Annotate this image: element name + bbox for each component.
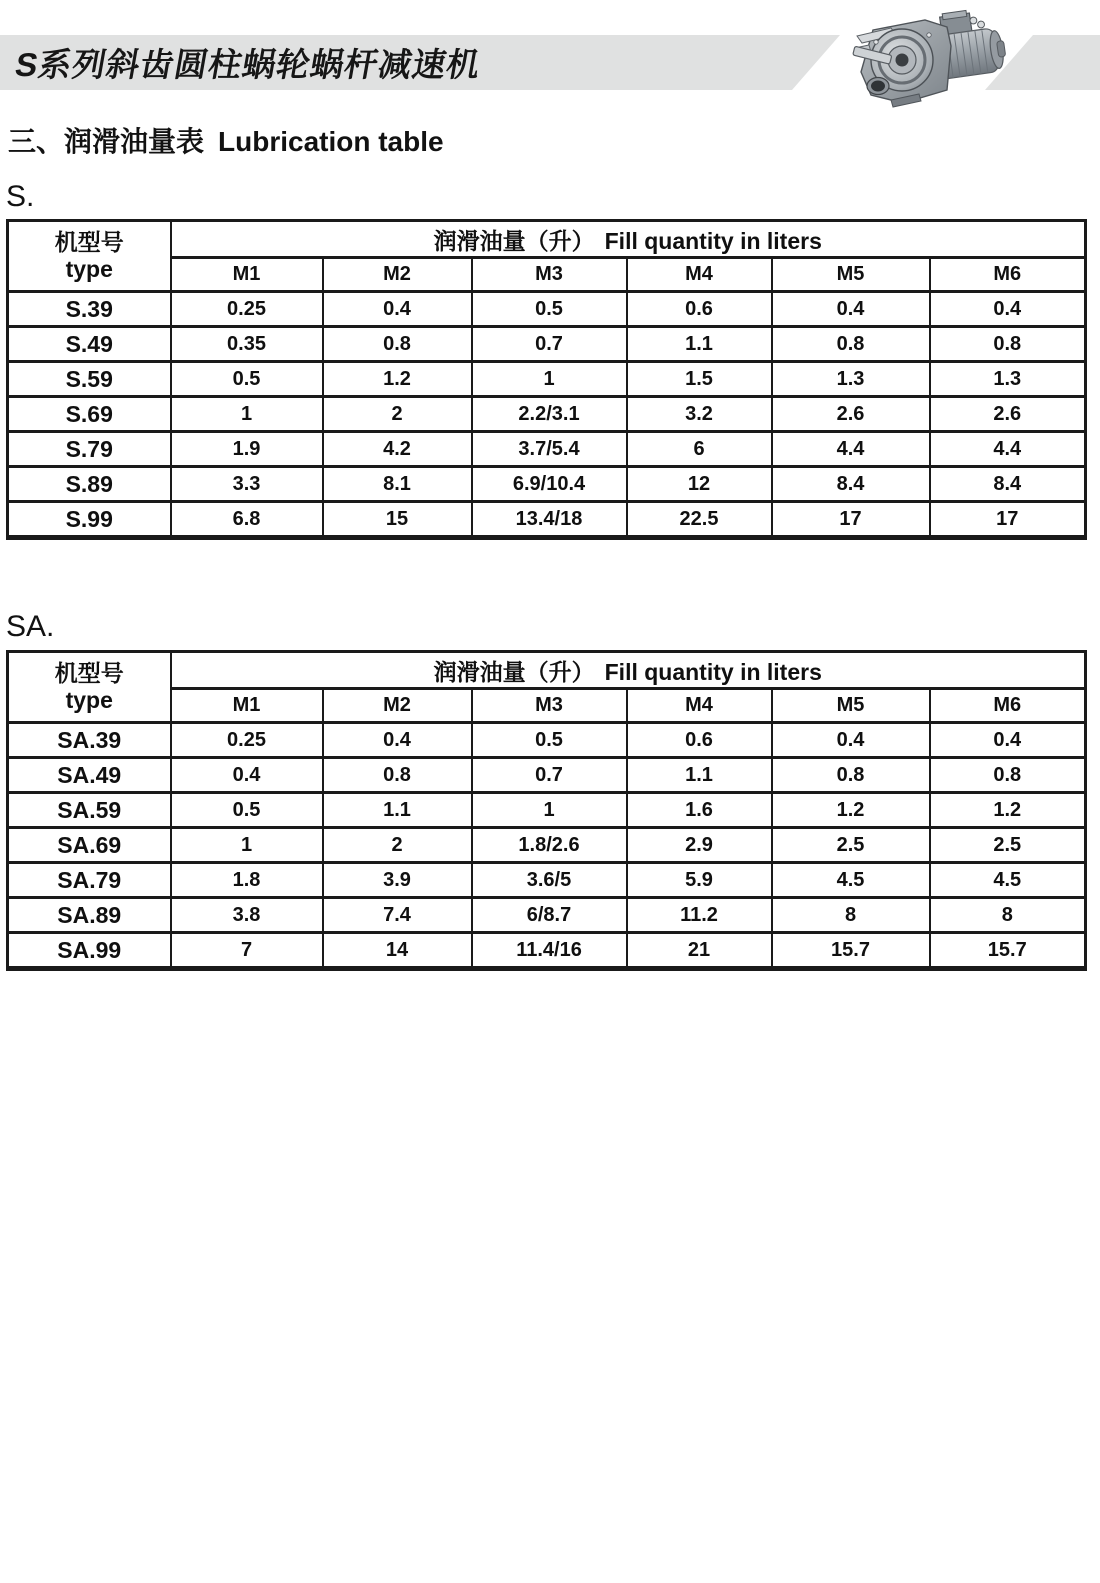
fill-quantity-cell: 2.5 bbox=[930, 828, 1086, 863]
fill-quantity-cell: 0.25 bbox=[171, 292, 323, 327]
table-row bbox=[8, 723, 1086, 758]
fill-quantity-cell: 1.2 bbox=[930, 793, 1086, 828]
fill-quantity-cell: 1.9 bbox=[171, 432, 323, 467]
fill-header-en: Fill quantity in liters bbox=[604, 658, 822, 685]
fill-quantity-cell: 0.4 bbox=[930, 292, 1086, 327]
fill-quantity-cell: 1.2 bbox=[323, 362, 472, 397]
model-type-cell: S.59 bbox=[8, 362, 171, 397]
fill-quantity-cell: 3.6/5 bbox=[472, 863, 627, 898]
fill-quantity-cell: 0.6 bbox=[627, 292, 772, 327]
column-header-m6: M6 bbox=[930, 258, 1086, 292]
fill-quantity-cell: 6.8 bbox=[171, 502, 323, 538]
model-type-cell: S.49 bbox=[8, 327, 171, 362]
fill-quantity-cell: 1 bbox=[171, 828, 323, 863]
banner-title bbox=[12, 35, 484, 90]
table-row bbox=[8, 292, 1086, 327]
fill-quantity-cell: 2 bbox=[323, 397, 472, 432]
model-type-cell: SA.59 bbox=[8, 793, 171, 828]
fill-quantity-header-cell bbox=[171, 221, 1086, 258]
fill-quantity-cell: 8 bbox=[930, 898, 1086, 933]
column-header-m1: M1 bbox=[171, 689, 323, 723]
fill-quantity-cell: 8.4 bbox=[772, 467, 930, 502]
fill-quantity-cell: 1.3 bbox=[930, 362, 1086, 397]
fill-quantity-cell: 21 bbox=[627, 933, 772, 969]
fill-quantity-cell: 0.8 bbox=[323, 327, 472, 362]
fill-quantity-cell: 2.6 bbox=[772, 397, 930, 432]
fill-quantity-cell: 1.8/2.6 bbox=[472, 828, 627, 863]
model-type-cell: S.99 bbox=[8, 502, 171, 538]
fill-quantity-cell: 13.4/18 bbox=[472, 502, 627, 538]
fill-quantity-cell: 1 bbox=[472, 793, 627, 828]
fill-quantity-cell: 4.4 bbox=[772, 432, 930, 467]
model-type-cell: S.89 bbox=[8, 467, 171, 502]
fill-quantity-cell: 7 bbox=[171, 933, 323, 969]
table-row bbox=[8, 863, 1086, 898]
banner-title-text: S系列斜齿圆柱蜗轮蜗杆减速机 bbox=[12, 46, 484, 83]
fill-quantity-cell: 0.8 bbox=[930, 327, 1086, 362]
section-title bbox=[8, 120, 444, 160]
model-type-cell: SA.69 bbox=[8, 828, 171, 863]
model-type-cell: SA.49 bbox=[8, 758, 171, 793]
model-type-cell: SA.79 bbox=[8, 863, 171, 898]
fill-quantity-cell: 7.4 bbox=[323, 898, 472, 933]
fill-quantity-cell: 0.4 bbox=[323, 723, 472, 758]
table-row bbox=[8, 362, 1086, 397]
fill-quantity-cell: 17 bbox=[930, 502, 1086, 538]
fill-quantity-cell: 1.5 bbox=[627, 362, 772, 397]
type-header-zh: 机型号 bbox=[54, 228, 124, 255]
fill-quantity-cell: 0.7 bbox=[472, 758, 627, 793]
fill-quantity-cell: 22.5 bbox=[627, 502, 772, 538]
fill-quantity-cell: 15.7 bbox=[930, 933, 1086, 969]
fill-quantity-cell: 17 bbox=[772, 502, 930, 538]
fill-quantity-cell: 2.9 bbox=[627, 828, 772, 863]
fill-quantity-cell: 15.7 bbox=[772, 933, 930, 969]
table-s-label: S. bbox=[6, 180, 35, 213]
fill-quantity-cell: 0.35 bbox=[171, 327, 323, 362]
fill-quantity-cell: 0.8 bbox=[772, 758, 930, 793]
fill-quantity-cell: 4.2 bbox=[323, 432, 472, 467]
column-header-m5: M5 bbox=[772, 689, 930, 723]
fill-quantity-cell: 11.2 bbox=[627, 898, 772, 933]
type-header-en: type bbox=[65, 256, 113, 282]
type-header-cell bbox=[8, 652, 171, 723]
fill-quantity-cell: 1.3 bbox=[772, 362, 930, 397]
column-header-m4: M4 bbox=[627, 258, 772, 292]
table-sa-label: SA. bbox=[6, 610, 55, 643]
fill-quantity-cell: 3.9 bbox=[323, 863, 472, 898]
table-row bbox=[8, 933, 1086, 969]
fill-quantity-cell: 8.1 bbox=[323, 467, 472, 502]
fill-quantity-cell: 0.4 bbox=[930, 723, 1086, 758]
table-row bbox=[8, 432, 1086, 467]
fill-quantity-cell: 0.5 bbox=[171, 793, 323, 828]
fill-quantity-header-cell bbox=[171, 652, 1086, 689]
fill-quantity-cell: 6 bbox=[627, 432, 772, 467]
fill-quantity-cell: 3.8 bbox=[171, 898, 323, 933]
table-row bbox=[8, 758, 1086, 793]
fill-quantity-cell: 1 bbox=[472, 362, 627, 397]
column-header-m3: M3 bbox=[472, 689, 627, 723]
fill-quantity-cell: 0.4 bbox=[772, 723, 930, 758]
fill-quantity-cell: 15 bbox=[323, 502, 472, 538]
table-row bbox=[8, 828, 1086, 863]
table-row bbox=[8, 467, 1086, 502]
fill-quantity-cell: 0.4 bbox=[323, 292, 472, 327]
section-title-en: Lubrication table bbox=[218, 126, 444, 157]
column-header-m2: M2 bbox=[323, 258, 472, 292]
fill-quantity-cell: 1.1 bbox=[323, 793, 472, 828]
type-header-en: type bbox=[65, 687, 113, 713]
fill-quantity-cell: 8.4 bbox=[930, 467, 1086, 502]
fill-quantity-cell: 11.4/16 bbox=[472, 933, 627, 969]
fill-quantity-cell: 4.4 bbox=[930, 432, 1086, 467]
fill-quantity-cell: 3.7/5.4 bbox=[472, 432, 627, 467]
model-type-cell: S.79 bbox=[8, 432, 171, 467]
fill-quantity-cell: 0.8 bbox=[930, 758, 1086, 793]
fill-quantity-cell: 1.6 bbox=[627, 793, 772, 828]
fill-quantity-cell: 5.9 bbox=[627, 863, 772, 898]
fill-quantity-cell: 12 bbox=[627, 467, 772, 502]
fill-quantity-cell: 2.2/3.1 bbox=[472, 397, 627, 432]
fill-quantity-cell: 14 bbox=[323, 933, 472, 969]
model-type-cell: S.39 bbox=[8, 292, 171, 327]
fill-quantity-cell: 4.5 bbox=[772, 863, 930, 898]
column-header-m5: M5 bbox=[772, 258, 930, 292]
fill-quantity-cell: 2.6 bbox=[930, 397, 1086, 432]
fill-quantity-cell: 0.8 bbox=[323, 758, 472, 793]
fill-quantity-cell: 1 bbox=[171, 397, 323, 432]
table-row bbox=[8, 327, 1086, 362]
fill-quantity-cell: 0.4 bbox=[171, 758, 323, 793]
type-header-cell bbox=[8, 221, 171, 292]
fill-quantity-cell: 0.25 bbox=[171, 723, 323, 758]
model-type-cell: S.69 bbox=[8, 397, 171, 432]
fill-quantity-cell: 3.3 bbox=[171, 467, 323, 502]
fill-header-en: Fill quantity in liters bbox=[604, 227, 822, 254]
fill-quantity-cell: 6/8.7 bbox=[472, 898, 627, 933]
column-header-m6: M6 bbox=[930, 689, 1086, 723]
lubrication-table-sa bbox=[6, 650, 1087, 971]
gear-reducer-image bbox=[845, 2, 1020, 112]
model-type-cell: SA.39 bbox=[8, 723, 171, 758]
fill-quantity-cell: 1.1 bbox=[627, 327, 772, 362]
table-row bbox=[8, 898, 1086, 933]
fill-quantity-cell: 2.5 bbox=[772, 828, 930, 863]
fill-quantity-cell: 0.5 bbox=[472, 723, 627, 758]
fill-quantity-cell: 2 bbox=[323, 828, 472, 863]
section-title-zh: 三、润滑油量表 bbox=[8, 126, 205, 157]
lubrication-table-s bbox=[6, 219, 1087, 540]
fill-quantity-cell: 1.8 bbox=[171, 863, 323, 898]
fill-quantity-cell: 8 bbox=[772, 898, 930, 933]
header-banner bbox=[0, 35, 1100, 90]
table-row bbox=[8, 793, 1086, 828]
model-type-cell: SA.99 bbox=[8, 933, 171, 969]
fill-quantity-cell: 4.5 bbox=[930, 863, 1086, 898]
fill-quantity-cell: 3.2 bbox=[627, 397, 772, 432]
type-header-zh: 机型号 bbox=[54, 659, 124, 686]
table-row bbox=[8, 502, 1086, 538]
fill-quantity-cell: 0.7 bbox=[472, 327, 627, 362]
fill-quantity-cell: 0.5 bbox=[472, 292, 627, 327]
fill-quantity-cell: 1.1 bbox=[627, 758, 772, 793]
fill-header-zh: 润滑油量（升） bbox=[433, 227, 595, 254]
fill-header-zh: 润滑油量（升） bbox=[433, 658, 595, 685]
fill-quantity-cell: 0.4 bbox=[772, 292, 930, 327]
table-row bbox=[8, 397, 1086, 432]
fill-quantity-cell: 6.9/10.4 bbox=[472, 467, 627, 502]
fill-quantity-cell: 0.8 bbox=[772, 327, 930, 362]
fill-quantity-cell: 1.2 bbox=[772, 793, 930, 828]
column-header-m2: M2 bbox=[323, 689, 472, 723]
fill-quantity-cell: 0.5 bbox=[171, 362, 323, 397]
fill-quantity-cell: 0.6 bbox=[627, 723, 772, 758]
column-header-m3: M3 bbox=[472, 258, 627, 292]
column-header-m1: M1 bbox=[171, 258, 323, 292]
model-type-cell: SA.89 bbox=[8, 898, 171, 933]
column-header-m4: M4 bbox=[627, 689, 772, 723]
